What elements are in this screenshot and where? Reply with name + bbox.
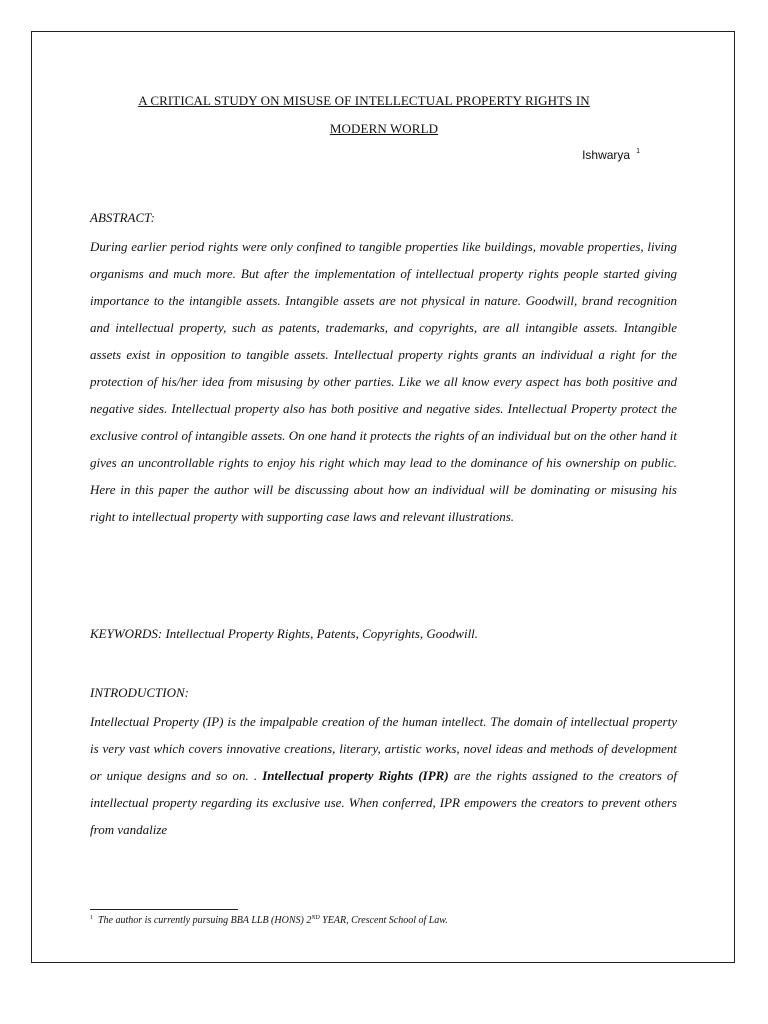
keywords: KEYWORDS: Intellectual Property Rights, Patents, Copyrights, Goodwill. — [90, 626, 479, 641]
introduction-heading: INTRODUCTION: — [90, 685, 189, 700]
author-footnote-mark: 1 — [636, 148, 640, 155]
footnote-mark: 1 — [90, 915, 93, 921]
ipr-bold-term: Intellectual property Rights (IPR) — [262, 768, 449, 783]
paper-title-line-1: A CRITICAL STUDY ON MISUSE OF INTELLECTUAL PROPERTY RIGHTS IN — [138, 93, 590, 108]
introduction-text: Intellectual Property (IP) is the impalpable creation of the human intellect. The domain of intellectual property is very vast which covers innovative creations, literary, artistic works, novel ideas and methods of development or unique designs and so on. . Intellectual property Rights (IPR) are the rights assigned to the creators of intellectual property regarding its exclusive use. When conferred, IPR empowers the creators to prevent others from vandalize — [90, 714, 678, 837]
footnote-divider — [90, 909, 238, 910]
abstract-heading: ABSTRACT: — [90, 210, 156, 225]
abstract-text: During earlier period rights were only confined to tangible properties like buildings, movable properties, living organisms and much more. But after the implementation of intellectual property rights people started giving importance to the intangible assets. Intangible assets are not physical in nature. Goodwill, brand recognition and intellectual property, such as patents, trademarks, and copyrights, are all intangible assets. Intangible assets exist in opposition to tangible assets. Intellectual property rights grants an individual a right for the protection of his/her idea from misusing by other parties. Like we all know every aspect has both positive and negative sides. Intellectual property also has both positive and negative sides. Intellectual Property protect the exclusive control of intangible assets. On one hand it protects the rights of an individual but on the other hand it gives an uncontrollable rights to enjoy his right which may lead to the dominance of his ownership on public. Here in this paper the author will be discussing about how an individual will be dominating or misusing his right to intellectual property with supporting case laws and relevant illustrations. — [90, 239, 677, 524]
footnote: $^1$ The author is currently pursuing BBA LLB (HONS) 2ND YEAR, Crescent School of Law. — [90, 915, 448, 926]
author-name: Ishwarya $^1$ — [582, 148, 640, 162]
paper-title-line-2: MODERN WORLD — [329, 121, 439, 136]
